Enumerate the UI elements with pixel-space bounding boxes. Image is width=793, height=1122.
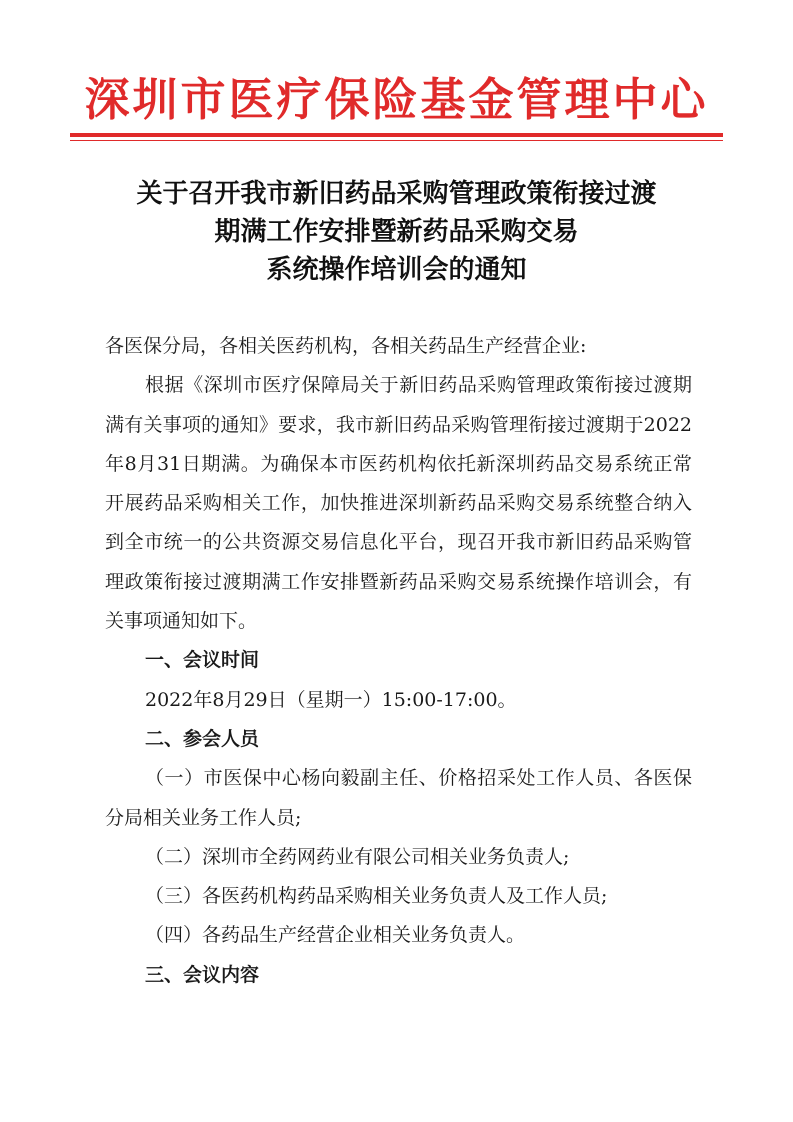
letterhead-org-name: 深圳市医疗保险基金管理中心: [84, 73, 709, 126]
attendee-item-1: （一）市医保中心杨向毅副主任、价格招采处工作人员、各医保分局相关业务工作人员;: [105, 767, 692, 829]
attendee-item-4: （四）各药品生产经营企业相关业务负责人。: [145, 924, 526, 947]
attendee-item-2: （二）深圳市全药网药业有限公司相关业务负责人;: [145, 845, 570, 868]
letterhead-red-rule-thick: [70, 133, 723, 137]
title-line-2: 期满工作安排暨新药品采购交易: [214, 217, 579, 247]
document-body: [105, 327, 692, 995]
section-heading-meeting-time: 一、会议时间: [145, 649, 260, 672]
intro-paragraph: 根据《深圳市医疗保障局关于新旧药品采购管理政策衔接过渡期满有关事项的通知》要求，我市新旧药品采购管理衔接过渡期于2022年8月31日期满。为确保本市医药机构依托新深圳药品交易系统正常开展药品采购相关工作，加快推进深圳新药品采购交易系统整合纳入到全市统一的公共资源交易信息化平台，现召开我市新旧药品采购管理政策衔接过渡期满工作安排暨新药品采购交易系统操作培训会，有关事项通知如下。: [105, 374, 692, 633]
letterhead-red-rule-thin: [70, 140, 723, 141]
section-heading-attendees: 二、参会人员: [145, 727, 260, 750]
title-line-3: 系统操作培训会的通知: [266, 255, 527, 285]
section-heading-meeting-content: 三、会议内容: [145, 963, 260, 986]
attendee-item-3: （三）各医药机构药品采购相关业务负责人及工作人员;: [145, 885, 608, 908]
salutation: 各医保分局，各相关医药机构，各相关药品生产经营企业:: [105, 335, 587, 357]
title-line-1: 关于召开我市新旧药品采购管理政策衔接过渡: [136, 179, 657, 209]
meeting-time-text: 2022年8月29日（星期一）15:00-17:00。: [145, 688, 517, 711]
document-title: [60, 175, 733, 289]
